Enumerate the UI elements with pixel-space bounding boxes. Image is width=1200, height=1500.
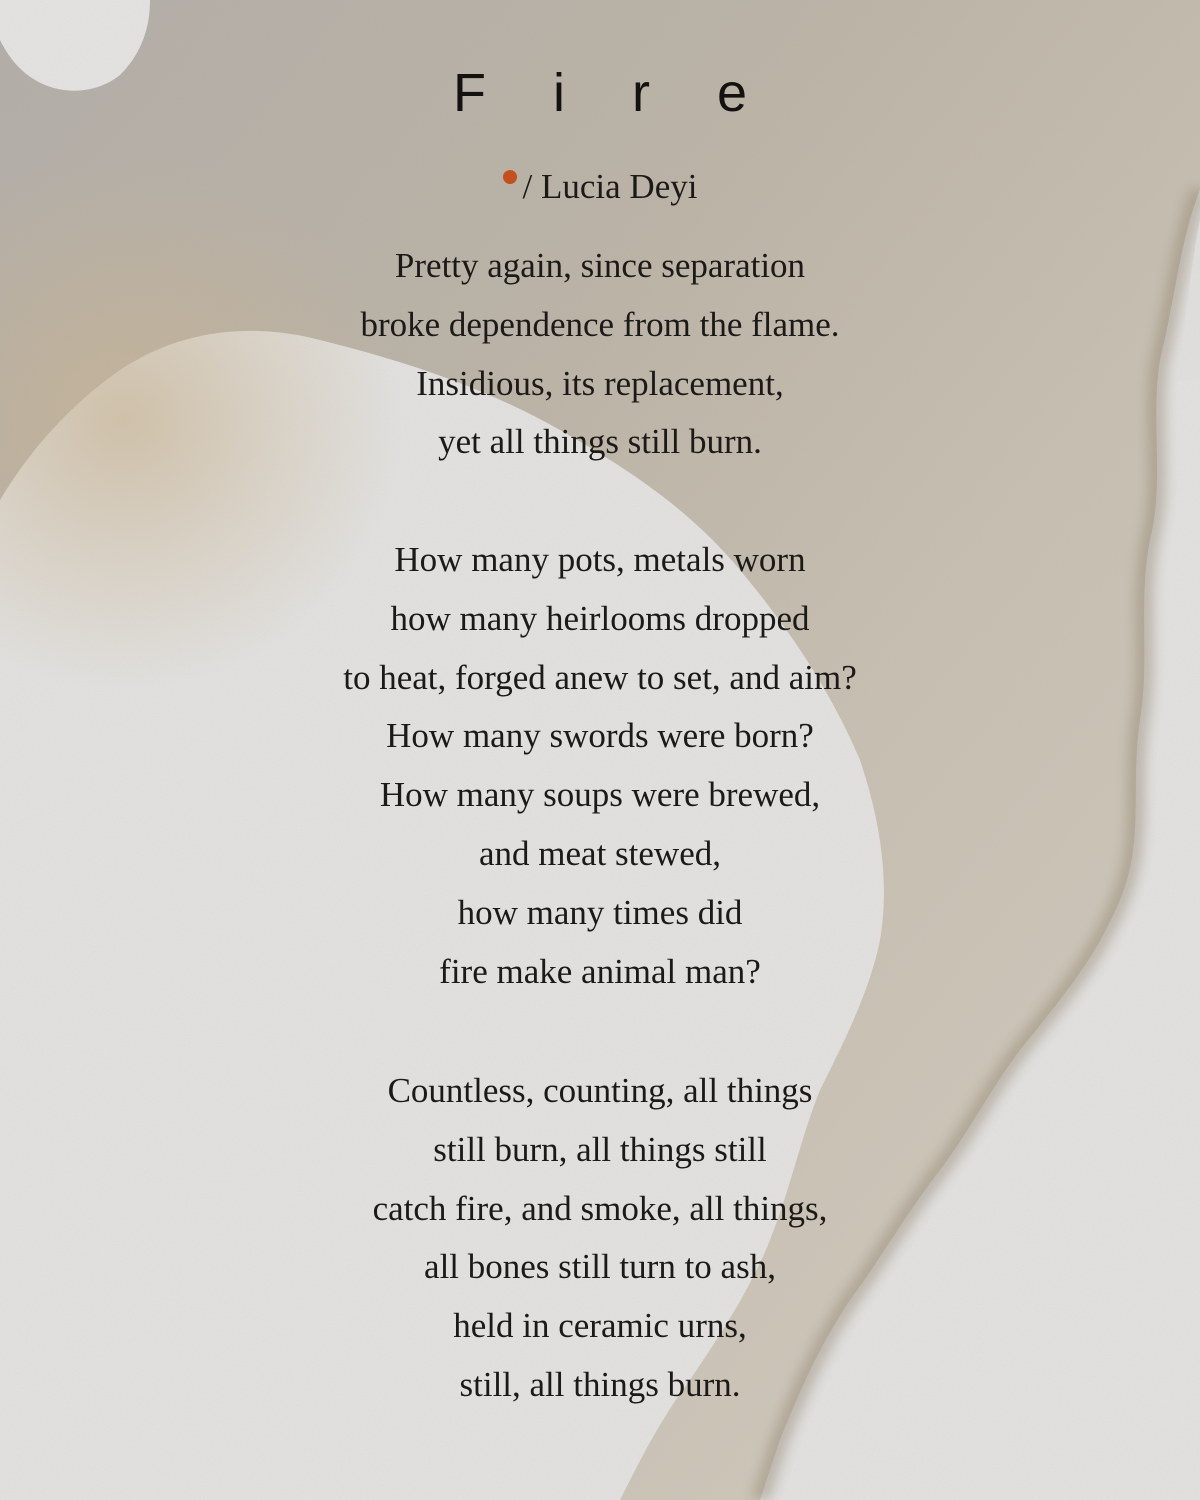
- poem-title: F i r e: [452, 63, 773, 123]
- poem-line: fire make animal man?: [439, 951, 761, 991]
- poem-line: all bones still turn to ash,: [424, 1247, 776, 1287]
- poem-line: broke dependence from the flame.: [360, 304, 840, 344]
- poem-line: How many soups were brewed,: [379, 775, 821, 815]
- poem-line: still, all things burn.: [459, 1364, 741, 1404]
- stanza-3: [0, 1062, 1200, 1415]
- poem-line: held in ceramic urns,: [453, 1306, 747, 1346]
- poem-line: How many swords were born?: [386, 716, 814, 756]
- poem-line: Countless, counting, all things: [387, 1071, 813, 1110]
- stanza-2: [0, 531, 1200, 1001]
- poem-line: Insidious, its replacement,: [416, 363, 784, 403]
- accent-dot-icon: [503, 170, 517, 184]
- author-name: / Lucia Deyi: [522, 167, 698, 206]
- poem-byline: [0, 166, 1200, 208]
- poem-line: how many times did: [457, 892, 743, 932]
- stanza-1: [0, 237, 1200, 472]
- poem-line: and meat stewed,: [479, 833, 721, 873]
- poem-line: how many heirlooms dropped: [390, 598, 810, 638]
- poem-line: to heat, forged anew to set, and aim?: [343, 657, 857, 697]
- poem-line: still burn, all things still: [433, 1129, 767, 1169]
- poem-line: Pretty again, since separation: [394, 246, 806, 285]
- poem-line: yet all things still burn.: [438, 422, 762, 462]
- poem-line: catch fire, and smoke, all things,: [372, 1188, 828, 1228]
- poem-line: How many pots, metals worn: [394, 540, 806, 579]
